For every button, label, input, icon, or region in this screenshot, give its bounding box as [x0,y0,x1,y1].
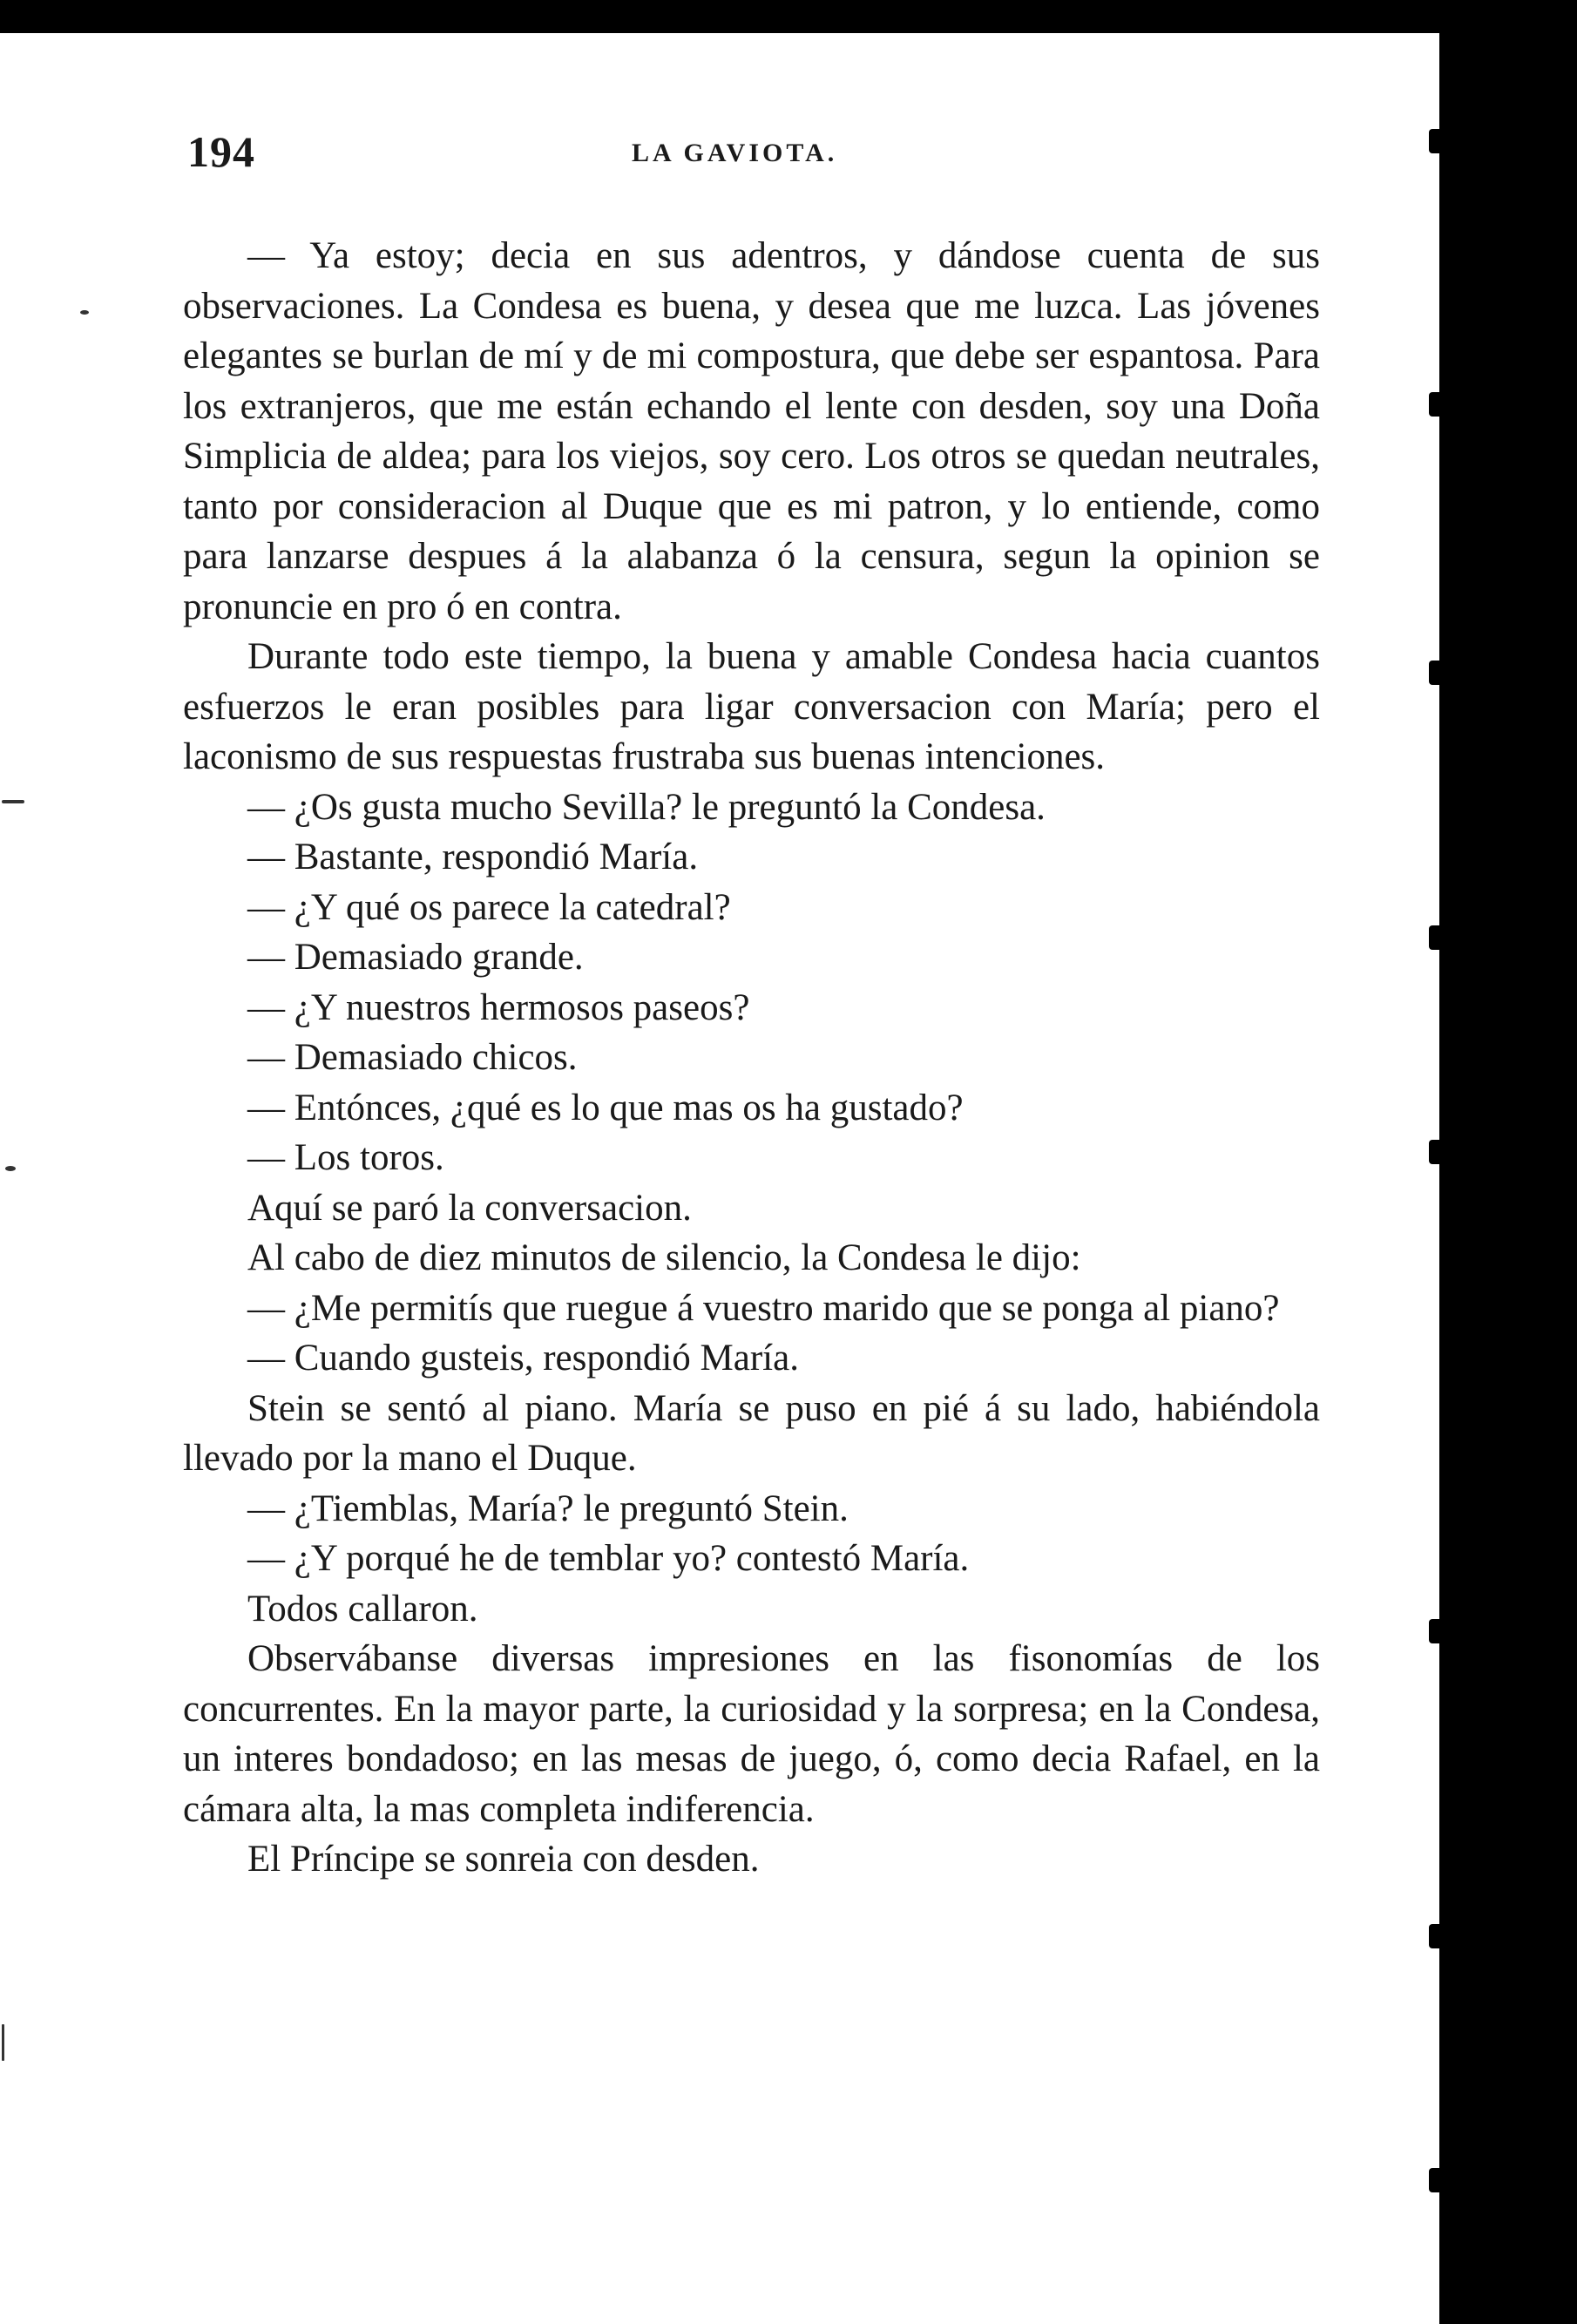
dialogue-line: — Bastante, respondió María. [247,837,699,877]
paragraph: Observábanse diversas impresiones en las fisonomías de los concurrentes. En la mayor parte, la curiosidad y la sorpresa; en la Condesa, un interes bondadoso; en las mesas de juego, ó, como decia Rafael, en la cámara alta, la mas completa indiferencia. [183,1638,1320,1830]
running-head: LA GAVIOTA. [632,139,838,167]
dialogue-line: — ¿Y nuestros hermosos paseos? [247,986,750,1028]
scan-speck [2,800,24,803]
body-text [183,231,1320,1885]
dialogue-line: — ¿Y porqué he de temblar yo? contestó María. [247,1538,970,1579]
dialogue-line: — ¿Y qué os parece la catedral? [247,886,731,928]
scan-edge-mark [1429,1140,1445,1164]
dialogue-line: — Demasiado grande. [247,937,584,978]
paragraph: Durante todo este tiempo, la buena y amable Condesa hacia cuantos esfuerzos le eran posibles para ligar conversacion con María; pero el laconismo de sus respuestas frustraba sus buenas intenciones. [183,636,1320,777]
scan-top-border [0,0,1577,33]
dialogue-line: — Demasiado chicos. [247,1037,578,1078]
page-header [187,126,1324,187]
paragraph: Al cabo de diez minutos de silencio, la Condesa le dijo: [247,1237,1081,1278]
dialogue-line: — ¿Os gusta mucho Sevilla? le preguntó la Condesa. [247,786,1046,828]
dialogue-line: — Entónces, ¿qué es lo que mas os ha gustado? [247,1087,964,1128]
scan-speck [5,1166,16,1171]
scan-edge-mark [1429,129,1445,153]
scan-speck [2,2024,4,2061]
paragraph: El Príncipe se sonreia con desden. [247,1839,760,1880]
dialogue-line: — ¿Me permitís que ruegue á vuestro marido que se ponga al piano? [247,1287,1280,1329]
scan-edge-mark [1429,2168,1445,2192]
dialogue-line: — Los toros. [247,1137,444,1178]
scan-edge-mark [1429,1619,1445,1643]
paragraph: Todos callaron. [247,1588,478,1630]
dialogue-line: — ¿Tiemblas, María? le preguntó Stein. [247,1487,849,1529]
scan-right-border [1439,0,1577,2324]
paragraph: Aquí se paró la conversacion. [247,1187,692,1229]
dialogue-line: — Cuando gusteis, respondió María. [247,1338,799,1379]
scan-edge-mark [1429,1924,1445,1948]
paragraph: Stein se sentó al piano. María se puso en pié á su lado, habiéndola llevado por la mano el Duque. [183,1387,1320,1479]
scan-edge-mark [1429,925,1445,950]
scan-edge-mark [1429,661,1445,685]
scan-edge-mark [1429,392,1445,417]
page-number: 194 [187,127,255,176]
scan-speck [80,310,89,315]
paragraph: — Ya estoy; decia en sus adentros, y dándose cuenta de sus observaciones. La Condesa es buena, y desea que me luzca. Las jóvenes elegantes se burlan de mí y de mi compostura, que debe ser espantosa. Para los extranjeros, que me están echando el lente con desden, soy una Doña Simplicia de aldea; para los viejos, soy cero. Los otros se quedan neutrales, tanto por consideracion al Duque que es mi patron, y lo entiende, como para lanzarse despues á la alabanza ó la censura, segun la opinion se pronuncie en pro ó en contra. [183,235,1320,627]
